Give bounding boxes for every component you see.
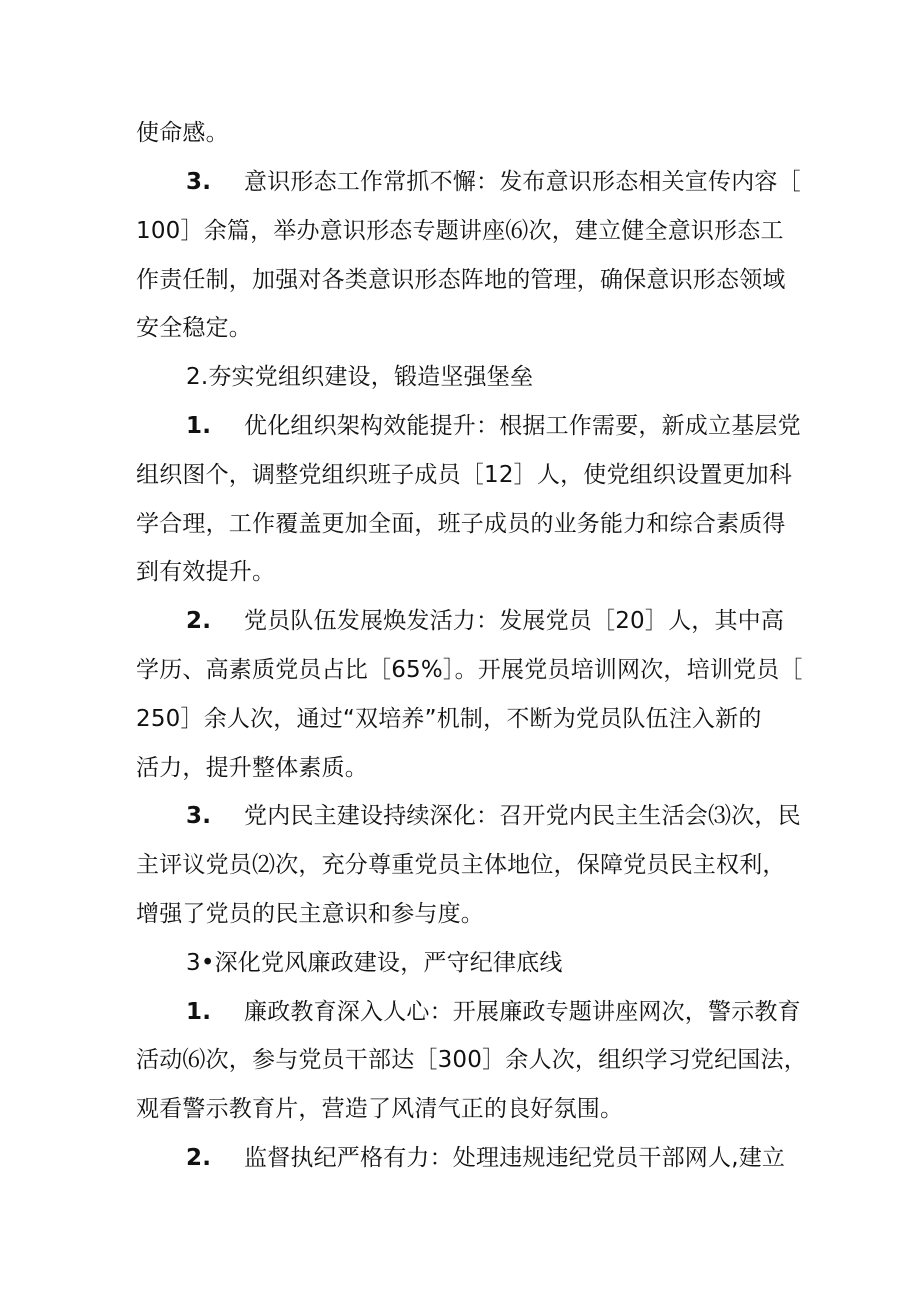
paragraph-line: 100］余篇，举办意识形态专题讲座⑹次，建立健全意识形态工 bbox=[136, 218, 784, 244]
list-item-line bbox=[186, 1143, 846, 1173]
paragraph-line: 250］余人次，通过“双培养”机制，不断为党员队伍注入新的 bbox=[136, 706, 762, 732]
list-number: 3. bbox=[186, 169, 212, 195]
section-heading: 3•深化党风廉政建设，严守纪律底线 bbox=[186, 950, 563, 976]
list-item-text: 监督执纪严格有力：处理违规违纪党员干部网人,建立 bbox=[244, 1145, 786, 1171]
list-item-text: 党内民主建设持续深化：召开党内民主生活会⑶次，民 bbox=[244, 803, 801, 829]
list-number: 2. bbox=[186, 608, 212, 634]
list-item-line bbox=[186, 411, 846, 441]
list-number: 3. bbox=[186, 803, 212, 829]
paragraph-line: 学历、高素质党员占比［65%］。开展党员培训网次，培训党员［ bbox=[136, 657, 803, 683]
list-item-text: 党员队伍发展焕发活力：发展党员［20］人，其中高 bbox=[244, 608, 785, 634]
list-item-line bbox=[186, 997, 846, 1027]
paragraph-line: 组织图个，调整党组织班子成员［12］人，使党组织设置更加科 bbox=[136, 462, 793, 488]
list-item-line bbox=[186, 167, 846, 197]
paragraph-line: 学合理，工作覆盖更加全面，班子成员的业务能力和综合素质得 bbox=[136, 511, 786, 537]
list-item-line bbox=[186, 801, 846, 831]
list-number: 2. bbox=[186, 1145, 212, 1171]
paragraph-line: 增强了党员的民主意识和参与度。 bbox=[136, 901, 484, 927]
section-heading: 2.夯实党组织建设，锻造坚强堡垒 bbox=[186, 364, 534, 390]
list-number: 1. bbox=[186, 999, 212, 1025]
list-item-text: 廉政教育深入人心：开展廉政专题讲座网次，警示教育 bbox=[244, 999, 801, 1025]
list-number: 1. bbox=[186, 413, 212, 439]
paragraph-line: 作责任制，加强对各类意识形态阵地的管理，确保意识形态领域 bbox=[136, 267, 786, 293]
paragraph-line: 安全稳定。 bbox=[136, 315, 252, 341]
list-item-text: 意识形态工作常抓不懈：发布意识形态相关宣传内容［ bbox=[244, 169, 801, 195]
list-item-line bbox=[186, 606, 846, 636]
paragraph-line: 使命感。 bbox=[136, 120, 229, 146]
paragraph-line: 活动⑹次，参与党员干部达［300］余人次，组织学习党纪国法， bbox=[136, 1047, 807, 1073]
paragraph-line: 主评议党员⑵次，充分尊重党员主体地位，保障党员民主权利， bbox=[136, 852, 786, 878]
paragraph-line: 到有效提升。 bbox=[136, 559, 276, 585]
paragraph-line: 活力，提升整体素质。 bbox=[136, 755, 368, 781]
list-item-text: 优化组织架构效能提升：根据工作需要，新成立基层党 bbox=[244, 413, 801, 439]
paragraph-line: 观看警示教育片，营造了风清气正的良好氛围。 bbox=[136, 1096, 624, 1122]
